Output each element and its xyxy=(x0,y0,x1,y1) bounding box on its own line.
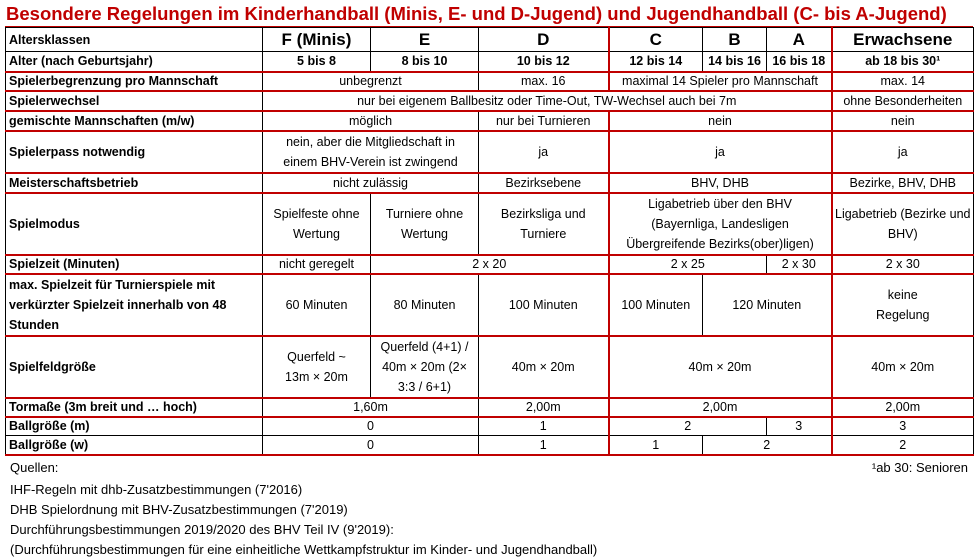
class-a: A xyxy=(767,28,832,52)
cell: nicht geregelt xyxy=(263,255,371,274)
cell: 60 Minuten xyxy=(263,274,371,336)
class-b: B xyxy=(703,28,767,52)
cell: 120 Minuten xyxy=(703,274,832,336)
cell: 3 xyxy=(832,417,974,436)
class-e: E xyxy=(371,28,479,52)
cell: 0 xyxy=(263,417,479,436)
cell: Querfeld ~ 13m × 20m xyxy=(263,336,371,398)
cell: 100 Minuten xyxy=(609,274,703,336)
row-label: Spielzeit (Minuten) xyxy=(6,255,263,274)
cell: Bezirksebene xyxy=(479,173,609,193)
cell: nur bei eigenem Ballbesitz oder Time-Out, TW-Wechsel auch bei 7m xyxy=(263,91,832,111)
table-row-gemischt xyxy=(6,111,974,131)
age-f: 5 bis 8 xyxy=(263,52,371,72)
cell: 2 x 30 xyxy=(832,255,974,274)
cell: nur bei Turnieren xyxy=(479,111,609,131)
cell: nicht zulässig xyxy=(263,173,479,193)
table-row-spielerwechsel xyxy=(6,91,974,111)
table-row-classes xyxy=(6,28,974,52)
cell: BHV, DHB xyxy=(609,173,832,193)
cell: 2 x 25 xyxy=(609,255,767,274)
cell: 2 x 30 xyxy=(767,255,832,274)
table-row-ball-m xyxy=(6,417,974,436)
class-erwachsene: Erwachsene xyxy=(832,28,974,52)
table-row-ball-w xyxy=(6,436,974,455)
cell: 1 xyxy=(479,417,609,436)
sources-heading: Quellen: xyxy=(10,460,59,475)
cell: ja xyxy=(832,131,974,173)
row-label: max. Spielzeit für Turnierspiele mit verkürzter Spielzeit innerhalb von 48 Stunden xyxy=(6,274,263,336)
row-label: Ballgröße (w) xyxy=(6,436,263,455)
table-row-ages xyxy=(6,52,974,72)
cell: unbegrenzt xyxy=(263,72,479,91)
cell: 2 xyxy=(832,436,974,455)
row-label: Spielfeldgröße xyxy=(6,336,263,398)
row-label: gemischte Mannschaften (m/w) xyxy=(6,111,263,131)
cell: Bezirksliga und Turniere xyxy=(479,193,609,255)
age-e: 8 bis 10 xyxy=(371,52,479,72)
cell: keine Regelung xyxy=(832,274,974,336)
age-c: 12 bis 14 xyxy=(609,52,703,72)
cell: 1,60m xyxy=(263,398,479,417)
age-erwachsene: ab 18 bis 30¹ xyxy=(832,52,974,72)
table-row-spielzeit xyxy=(6,255,974,274)
cell: 80 Minuten xyxy=(371,274,479,336)
cell: 2 xyxy=(609,417,767,436)
cell: ohne Besonderheiten xyxy=(832,91,974,111)
cell: max. 16 xyxy=(479,72,609,91)
age-d: 10 bis 12 xyxy=(479,52,609,72)
class-c: C xyxy=(609,28,703,52)
source-item: Durchführungsbestimmungen 2019/2020 des BHV Teil IV (9'2019): xyxy=(10,522,394,537)
altersklassen-label: Altersklassen xyxy=(6,28,263,52)
row-label: Spielerbegrenzung pro Mannschaft xyxy=(6,72,263,91)
table-row-tormasse xyxy=(6,398,974,417)
class-d: D xyxy=(479,28,609,52)
cell: ja xyxy=(479,131,609,173)
cell: Spielfeste ohne Wertung xyxy=(263,193,371,255)
cell: 1 xyxy=(609,436,703,455)
row-label: Spielerpass notwendig xyxy=(6,131,263,173)
page-title: Besondere Regelungen im Kinderhandball (Minis, E- und D-Jugend) und Jugendhandball (C- bis A-Jugend) xyxy=(6,3,947,24)
table-row-spielerpass xyxy=(6,131,974,173)
cell: 2 x 20 xyxy=(371,255,609,274)
cell: möglich xyxy=(263,111,479,131)
cell: 2,00m xyxy=(609,398,832,417)
class-f: F (Minis) xyxy=(263,28,371,52)
row-label: Meisterschaftsbetrieb xyxy=(6,173,263,193)
source-item: (Durchführungsbestimmungen für eine einheitliche Wettkampfstruktur im Kinder- und Jugendhandball) xyxy=(10,542,598,557)
cell: nein xyxy=(832,111,974,131)
cell: nein xyxy=(609,111,832,131)
table-row-spielerbegrenzung xyxy=(6,72,974,91)
cell: Querfeld (4+1) / 40m × 20m (2× 3:3 / 6+1) xyxy=(371,336,479,398)
cell: ja xyxy=(609,131,832,173)
table-row-spielmodus xyxy=(6,193,974,255)
cell: maximal 14 Spieler pro Mannschaft xyxy=(609,72,832,91)
table-row-spielfeld xyxy=(6,336,974,398)
row-label: Spielmodus xyxy=(6,193,263,255)
cell: 1 xyxy=(479,436,609,455)
row-label: Tormaße (3m breit und … hoch) xyxy=(6,398,263,417)
cell: 0 xyxy=(263,436,479,455)
rules-table xyxy=(5,27,974,456)
source-item: DHB Spielordnung mit BHV-Zusatzbestimmungen (7'2019) xyxy=(10,502,348,517)
footnote: ¹ab 30: Senioren xyxy=(871,460,968,475)
cell: 2,00m xyxy=(832,398,974,417)
source-item: IHF-Regeln mit dhb-Zusatzbestimmungen (7'2016) xyxy=(10,482,303,497)
cell: 40m × 20m xyxy=(832,336,974,398)
table-row-maxspielzeit xyxy=(6,274,974,336)
row-label: Ballgröße (m) xyxy=(6,417,263,436)
cell: 40m × 20m xyxy=(609,336,832,398)
cell: Ligabetrieb über den BHV (Bayernliga, Landesligen Übergreifende Bezirks(ober)ligen) xyxy=(609,193,832,255)
cell: 40m × 20m xyxy=(479,336,609,398)
table-row-meisterschaft xyxy=(6,173,974,193)
cell: Bezirke, BHV, DHB xyxy=(832,173,974,193)
cell: Ligabetrieb (Bezirke und BHV) xyxy=(832,193,974,255)
cell: max. 14 xyxy=(832,72,974,91)
cell: Turniere ohne Wertung xyxy=(371,193,479,255)
cell: 2,00m xyxy=(479,398,609,417)
row-label: Spielerwechsel xyxy=(6,91,263,111)
alter-label: Alter (nach Geburtsjahr) xyxy=(6,52,263,72)
cell: 2 xyxy=(703,436,832,455)
age-b: 14 bis 16 xyxy=(703,52,767,72)
cell: 100 Minuten xyxy=(479,274,609,336)
cell: 3 xyxy=(767,417,832,436)
cell: nein, aber die Mitgliedschaft in einem BHV-Verein ist zwingend xyxy=(263,131,479,173)
age-a: 16 bis 18 xyxy=(767,52,832,72)
